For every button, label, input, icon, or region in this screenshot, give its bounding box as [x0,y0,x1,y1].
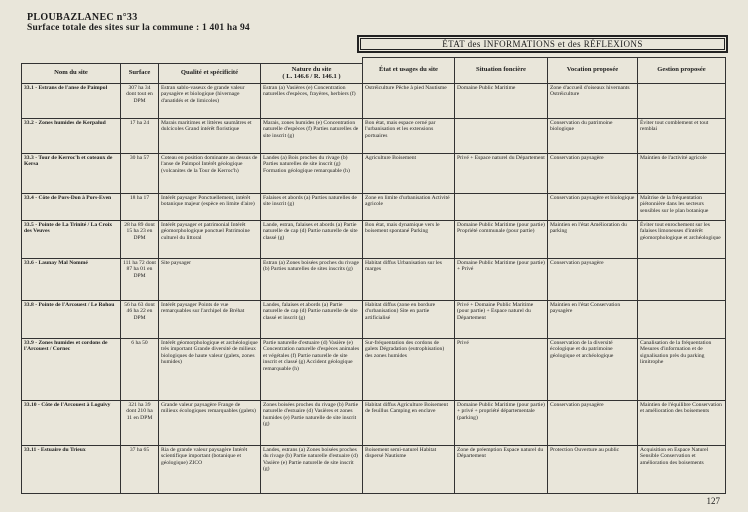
table-row [22,446,363,494]
site-name-cell: 33.4 - Côte de Pors-Don à Pors-Even [22,194,121,221]
vocation-cell: Conservation du patrimoine biologique [548,119,638,154]
col-header-state: État et usages du site [363,58,455,84]
land-cell: Domaine Public Maritime (pour partie) + privé + propriété départementale (parking) [455,401,548,446]
col-header-management: Gestion proposée [638,58,726,84]
col-header-vocation: Vocation proposée [548,58,638,84]
nature-cell: Partie naturelle d'estuaire (d) Vasière (e) Concentration naturelle d'espèces animales et végétales (f) Partie naturelle de site inscrit et classé (g) Accident géologique remarquable (h) [261,339,363,401]
surface-cell: 321 ha 39 dont 210 ha 11 en DPM [121,401,159,446]
vocation-cell: Conservation paysagère et biologique [548,194,638,221]
nature-cell: Landes, estrans (a) Zones boisées proches du rivage (b) Partie naturelle d'estuaire (d) Vasière (e) Partie naturelle de site inscrit (g) [261,446,363,494]
site-name-cell: 33.11 - Estuaire du Trieux [22,446,121,494]
vocation-cell: Conservation paysagère [548,154,638,194]
surface-cell: 30 ha 57 [121,154,159,194]
management-cell: Maîtrise de la fréquentation piétonnière dans les secteurs sensibles sur le plan botanique [638,194,726,221]
surface-cell: 111 ha 72 dont 87 ha 01 en DPM [121,259,159,301]
site-name-cell: 33.8 - Pointe de l'Arcouest / Le Rohou [22,301,121,339]
land-cell: Domaine Public Maritime (pour partie) + Privé [455,259,548,301]
surface-cell: 17 ha 24 [121,119,159,154]
nature-cell: Landes (a) Bois proches du rivage (b) Parties naturelles de site inscrit (g) Formation géologique remarquable (h) [261,154,363,194]
col-header-surface: Surface [121,64,159,84]
quality-cell: Estran sablo-vaseux de grande valeur paysagère et biologique (hivernage d'anatidés et de limicoles) [159,84,261,119]
state-cell: Ostréiculture Pêche à pied Nautisme [363,84,455,119]
col-header-land: Situation foncière [455,58,548,84]
table-row [363,119,726,154]
nature-ref: ( L. 146.6 / R. 146.1 ) [282,72,341,80]
quality-cell: Ria de grande valeur paysagère Intérêt scientifique important (botanique et géologique) ZICO [159,446,261,494]
site-name-cell: 33.3 - Tour de Kerroc'h et coteaux de Kersa [22,154,121,194]
table-row [22,339,363,401]
surface-cell: 6 ha 50 [121,339,159,401]
land-cell: Privé [455,339,548,401]
land-cell: Domaine Public Maritime (pour partie) Propriété communale (pour partie) [455,221,548,259]
state-table [362,57,726,494]
quality-cell: Site paysager [159,259,261,301]
table-row [22,301,363,339]
surface-cell: 18 ha 17 [121,194,159,221]
management-cell: Canalisation de la fréquentation Mesures d'information et de signalisation près du parking limitrophe [638,339,726,401]
surface-cell: 37 ha 65 [121,446,159,494]
site-name-cell: 33.1 - Estrans de l'anse de Paimpol [22,84,121,119]
vocation-cell: Conservation de la diversité écologique et du patrimoine géologique et archéologique [548,339,638,401]
management-cell [638,301,726,339]
nature-cell: Lande, estran, falaises et abords (a) Partie naturelle de cap (d) Partie naturelle de site classé (g) [261,221,363,259]
table-row [363,84,726,119]
vocation-cell: Conservation paysagère [548,259,638,301]
page-subtitle: Surface totale des sites sur la commune : 1 401 ha 94 [27,23,250,33]
surface-cell: 56 ha 63 dont 46 ha 22 en DPM [121,301,159,339]
quality-cell: Intérêt géomorphologique et archéologique très important Grande diversité de milieux biologiques de haute valeur (galets, zones humides) [159,339,261,401]
surface-cell: 28 ha 89 dont 15 ha 23 en DPM [121,221,159,259]
quality-cell: Intérêt paysager et patrimonial Intérêt géomorphologique ponctuel Patrimoine culturel du littoral [159,221,261,259]
quality-cell: Grande valeur paysagère Frange de milieux écologiques remarquables (galets) [159,401,261,446]
table-row [363,221,726,259]
quality-cell: Intérêt paysager Points de vue remarquables sur l'archipel de Bréhat [159,301,261,339]
vocation-cell: Conservation paysagère [548,401,638,446]
table-row [22,401,363,446]
vocation-cell: Protection Ouverture au public [548,446,638,494]
management-cell: Éviter tout enrochement sur les falaises limoneuses d'intérêt géomorphologique et archéologique [638,221,726,259]
table-row [363,301,726,339]
management-cell [638,259,726,301]
site-name-cell: 33.6 - Launay Mal Nommé [22,259,121,301]
site-name-cell: 33.10 - Côte de l'Arcouest à Loguivy [22,401,121,446]
management-cell: Éviter tout comblement et tout remblai [638,119,726,154]
col-header-quality: Qualité et spécificité [159,64,261,84]
site-name-cell: 33.5 - Pointe de La Trinité / La Croix des Veuves [22,221,121,259]
vocation-cell: Maintien en l'état Conservation paysagère [548,301,638,339]
state-cell: Agriculture Boisement [363,154,455,194]
table-row [363,194,726,221]
land-cell: Privé + Domaine Public Maritime (pour partie) + Espace naturel du Département [455,301,548,339]
nature-cell: Falaises et abords (a) Parties naturelles de site inscrit (g) [261,194,363,221]
table-row [363,259,726,301]
state-cell: Boisement semi-naturel Habitat dispersé Nautisme [363,446,455,494]
land-cell: Zone de préemption Espace naturel du Département [455,446,548,494]
land-cell [455,194,548,221]
col-header-name: Nom du site [22,64,121,84]
management-cell: Maintien de l'équilibre Conservation et amélioration des boisements [638,401,726,446]
nature-cell: Landes, falaises et abords (a) Partie naturelle de cap (d) Partie naturelle de site classé et inscrit (g) [261,301,363,339]
quality-cell: Coteau en position dominante au dessus de l'anse de Paimpol Intérêt géologique (volcanites de la Tour de Kerroc'h) [159,154,261,194]
state-cell: Bon état, mais dynamique vers le boisement spontané Parking [363,221,455,259]
table-row [363,339,726,401]
quality-cell: Intérêt paysager Ponctuellement, intérêt botanique majeur (espèce en limite d'aire) [159,194,261,221]
site-name-cell: 33.9 - Zones humides et cordons de l'Arcouest / Cornec [22,339,121,401]
nature-cell: Marais, zones humides (e) Concentration naturelle d'espèces (f) Parties naturelles de site inscrit (g) [261,119,363,154]
table-row [22,221,363,259]
state-cell: Habitat diffus Urbanisation sur les marges [363,259,455,301]
vocation-cell: Maintien en l'état Amélioration du parking [548,221,638,259]
state-cell: Habitat diffus (zone en bordure d'urbanisation) Site en partie artificialisé [363,301,455,339]
table-row [363,446,726,494]
surface-cell: 307 ha 34 dont tout en DPM [121,84,159,119]
table-row [22,194,363,221]
land-cell: Privé + Espace naturel du Département [455,154,548,194]
vocation-cell: Zone d'accueil d'oiseaux hivernants Ostréiculture [548,84,638,119]
state-cell: Bon état, mais espace cerné par l'urbanisation et les extensions portuaires [363,119,455,154]
sites-table [21,63,363,494]
nature-cell: Zones boisées proches du rivage (b) Partie naturelle d'estuaire (d) Vasières et zones humides (e) Partie naturelle de site inscrit (g) [261,401,363,446]
table-row [22,259,363,301]
table-row [22,84,363,119]
quality-cell: Marais maritimes et littères saumâtres et dulcicoles Grand intérêt floristique [159,119,261,154]
col-header-nature [261,64,363,84]
table-row [22,154,363,194]
management-cell: Maintien de l'activité agricole [638,154,726,194]
nature-label: Nature du site [291,66,332,74]
state-banner: ÉTAT des INFORMATIONS et des RÉFLEXIONS [357,35,728,53]
state-cell: Sur-fréquentation des cordons de galets Dégradation (eutrophisation) des zones humides [363,339,455,401]
state-cell: Habitat diffus Agriculture Boisement de feuillus Camping en enclave [363,401,455,446]
management-cell: Acquisition en Espace Naturel Sensible Conservation et amélioration des boisements [638,446,726,494]
table-row [22,119,363,154]
nature-cell: Estran (a) Zones boisées proches du rivage (b) Parties naturelles de sites inscrits (g) [261,259,363,301]
table-row [363,154,726,194]
state-cell: Zone en limite d'urbanisation Activité agricole [363,194,455,221]
land-cell: Domaine Public Maritime [455,84,548,119]
page-number: 127 [706,496,720,506]
site-name-cell: 33.2 - Zones humides de Kerpalud [22,119,121,154]
table-row [363,401,726,446]
management-cell [638,84,726,119]
page-title: PLOUBAZLANEC n°33 [27,12,138,23]
land-cell [455,119,548,154]
nature-cell: Estran (a) Vasières (e) Concentration naturelles d'espèces, frayères, herbiers (f) [261,84,363,119]
